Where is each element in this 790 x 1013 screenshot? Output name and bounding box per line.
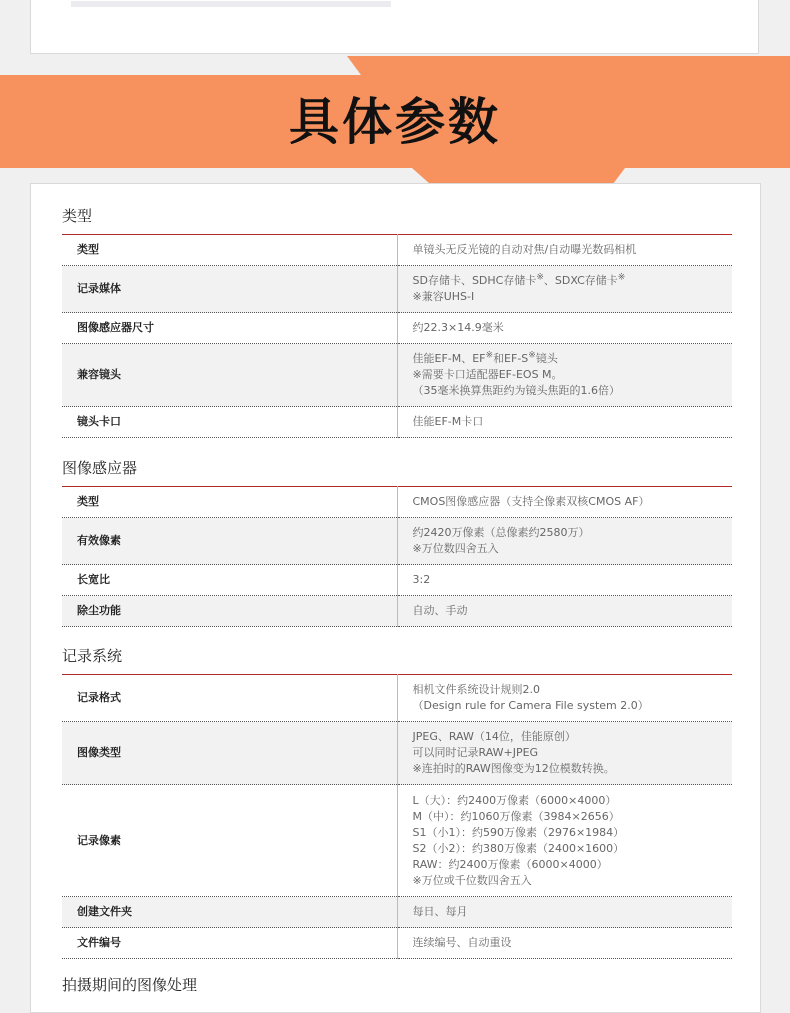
spec-value: SD存储卡、SDHC存储卡※、SDXC存储卡※ ※兼容UHS-I bbox=[397, 266, 732, 313]
banner-title: 具体参数 bbox=[289, 93, 501, 151]
section-title-processing: 拍摄期间的图像处理 bbox=[62, 976, 198, 994]
spec-key: 文件编号 bbox=[62, 928, 397, 959]
section-title-type: 类型 bbox=[62, 207, 93, 225]
spec-key: 记录像素 bbox=[62, 785, 397, 897]
spec-key: 图像感应器尺寸 bbox=[62, 313, 397, 344]
spec-value: 佳能EF-M卡口 bbox=[397, 407, 732, 438]
spec-key: 创建文件夹 bbox=[62, 897, 397, 928]
spec-value: 3:2 bbox=[397, 565, 732, 596]
section-title-sensor: 图像感应器 bbox=[62, 459, 138, 477]
spec-key: 兼容镜头 bbox=[62, 344, 397, 407]
spec-key: 有效像素 bbox=[62, 518, 397, 565]
spec-key: 类型 bbox=[62, 235, 397, 266]
spec-key: 记录格式 bbox=[62, 675, 397, 722]
previous-content-strip bbox=[71, 1, 391, 7]
spec-value: 每日、每月 bbox=[397, 897, 732, 928]
spec-key: 镜头卡口 bbox=[62, 407, 397, 438]
spec-value: 约22.3×14.9毫米 bbox=[397, 313, 732, 344]
section-title-recording: 记录系统 bbox=[62, 647, 123, 665]
spec-value: L（大）：约2400万像素（6000×4000） M（中）：约1060万像素（3984×2656） S1（小1）：约590万像素（2976×1984） S2（小2）：约380万像素（2400×1600） RAW：约2400万像素（6000×4000） ※万位或千位数四舍五入 bbox=[397, 785, 732, 897]
spec-value: CMOS图像感应器（支持全像素双核CMOS AF） bbox=[397, 487, 732, 518]
spec-value: 佳能EF-M、EF※和EF-S※镜头 ※需要卡口适配器EF-EOS M。 （35毫米换算焦距约为镜头焦距的1.6倍） bbox=[397, 344, 732, 407]
spec-table-recording bbox=[62, 674, 732, 959]
spec-value: JPEG、RAW（14位，佳能原创） 可以同时记录RAW+JPEG ※连拍时的RAW图像变为12位模数转换。 bbox=[397, 722, 732, 785]
previous-content-card bbox=[30, 0, 759, 54]
section-banner bbox=[0, 56, 790, 186]
spec-key: 记录媒体 bbox=[62, 266, 397, 313]
spec-table-type bbox=[62, 234, 732, 438]
spec-value: 自动、手动 bbox=[397, 596, 732, 627]
spec-key: 除尘功能 bbox=[62, 596, 397, 627]
spec-value: 单镜头无反光镜的自动对焦/自动曝光数码相机 bbox=[397, 235, 732, 266]
spec-value: 约2420万像素（总像素约2580万） ※万位数四舍五入 bbox=[397, 518, 732, 565]
spec-key: 类型 bbox=[62, 487, 397, 518]
spec-card bbox=[30, 183, 761, 1013]
spec-table-sensor bbox=[62, 486, 732, 627]
spec-value: 连续编号、自动重设 bbox=[397, 928, 732, 959]
spec-key: 长宽比 bbox=[62, 565, 397, 596]
spec-key: 图像类型 bbox=[62, 722, 397, 785]
spec-value: 相机文件系统设计规则2.0 （Design rule for Camera File system 2.0） bbox=[397, 675, 732, 722]
